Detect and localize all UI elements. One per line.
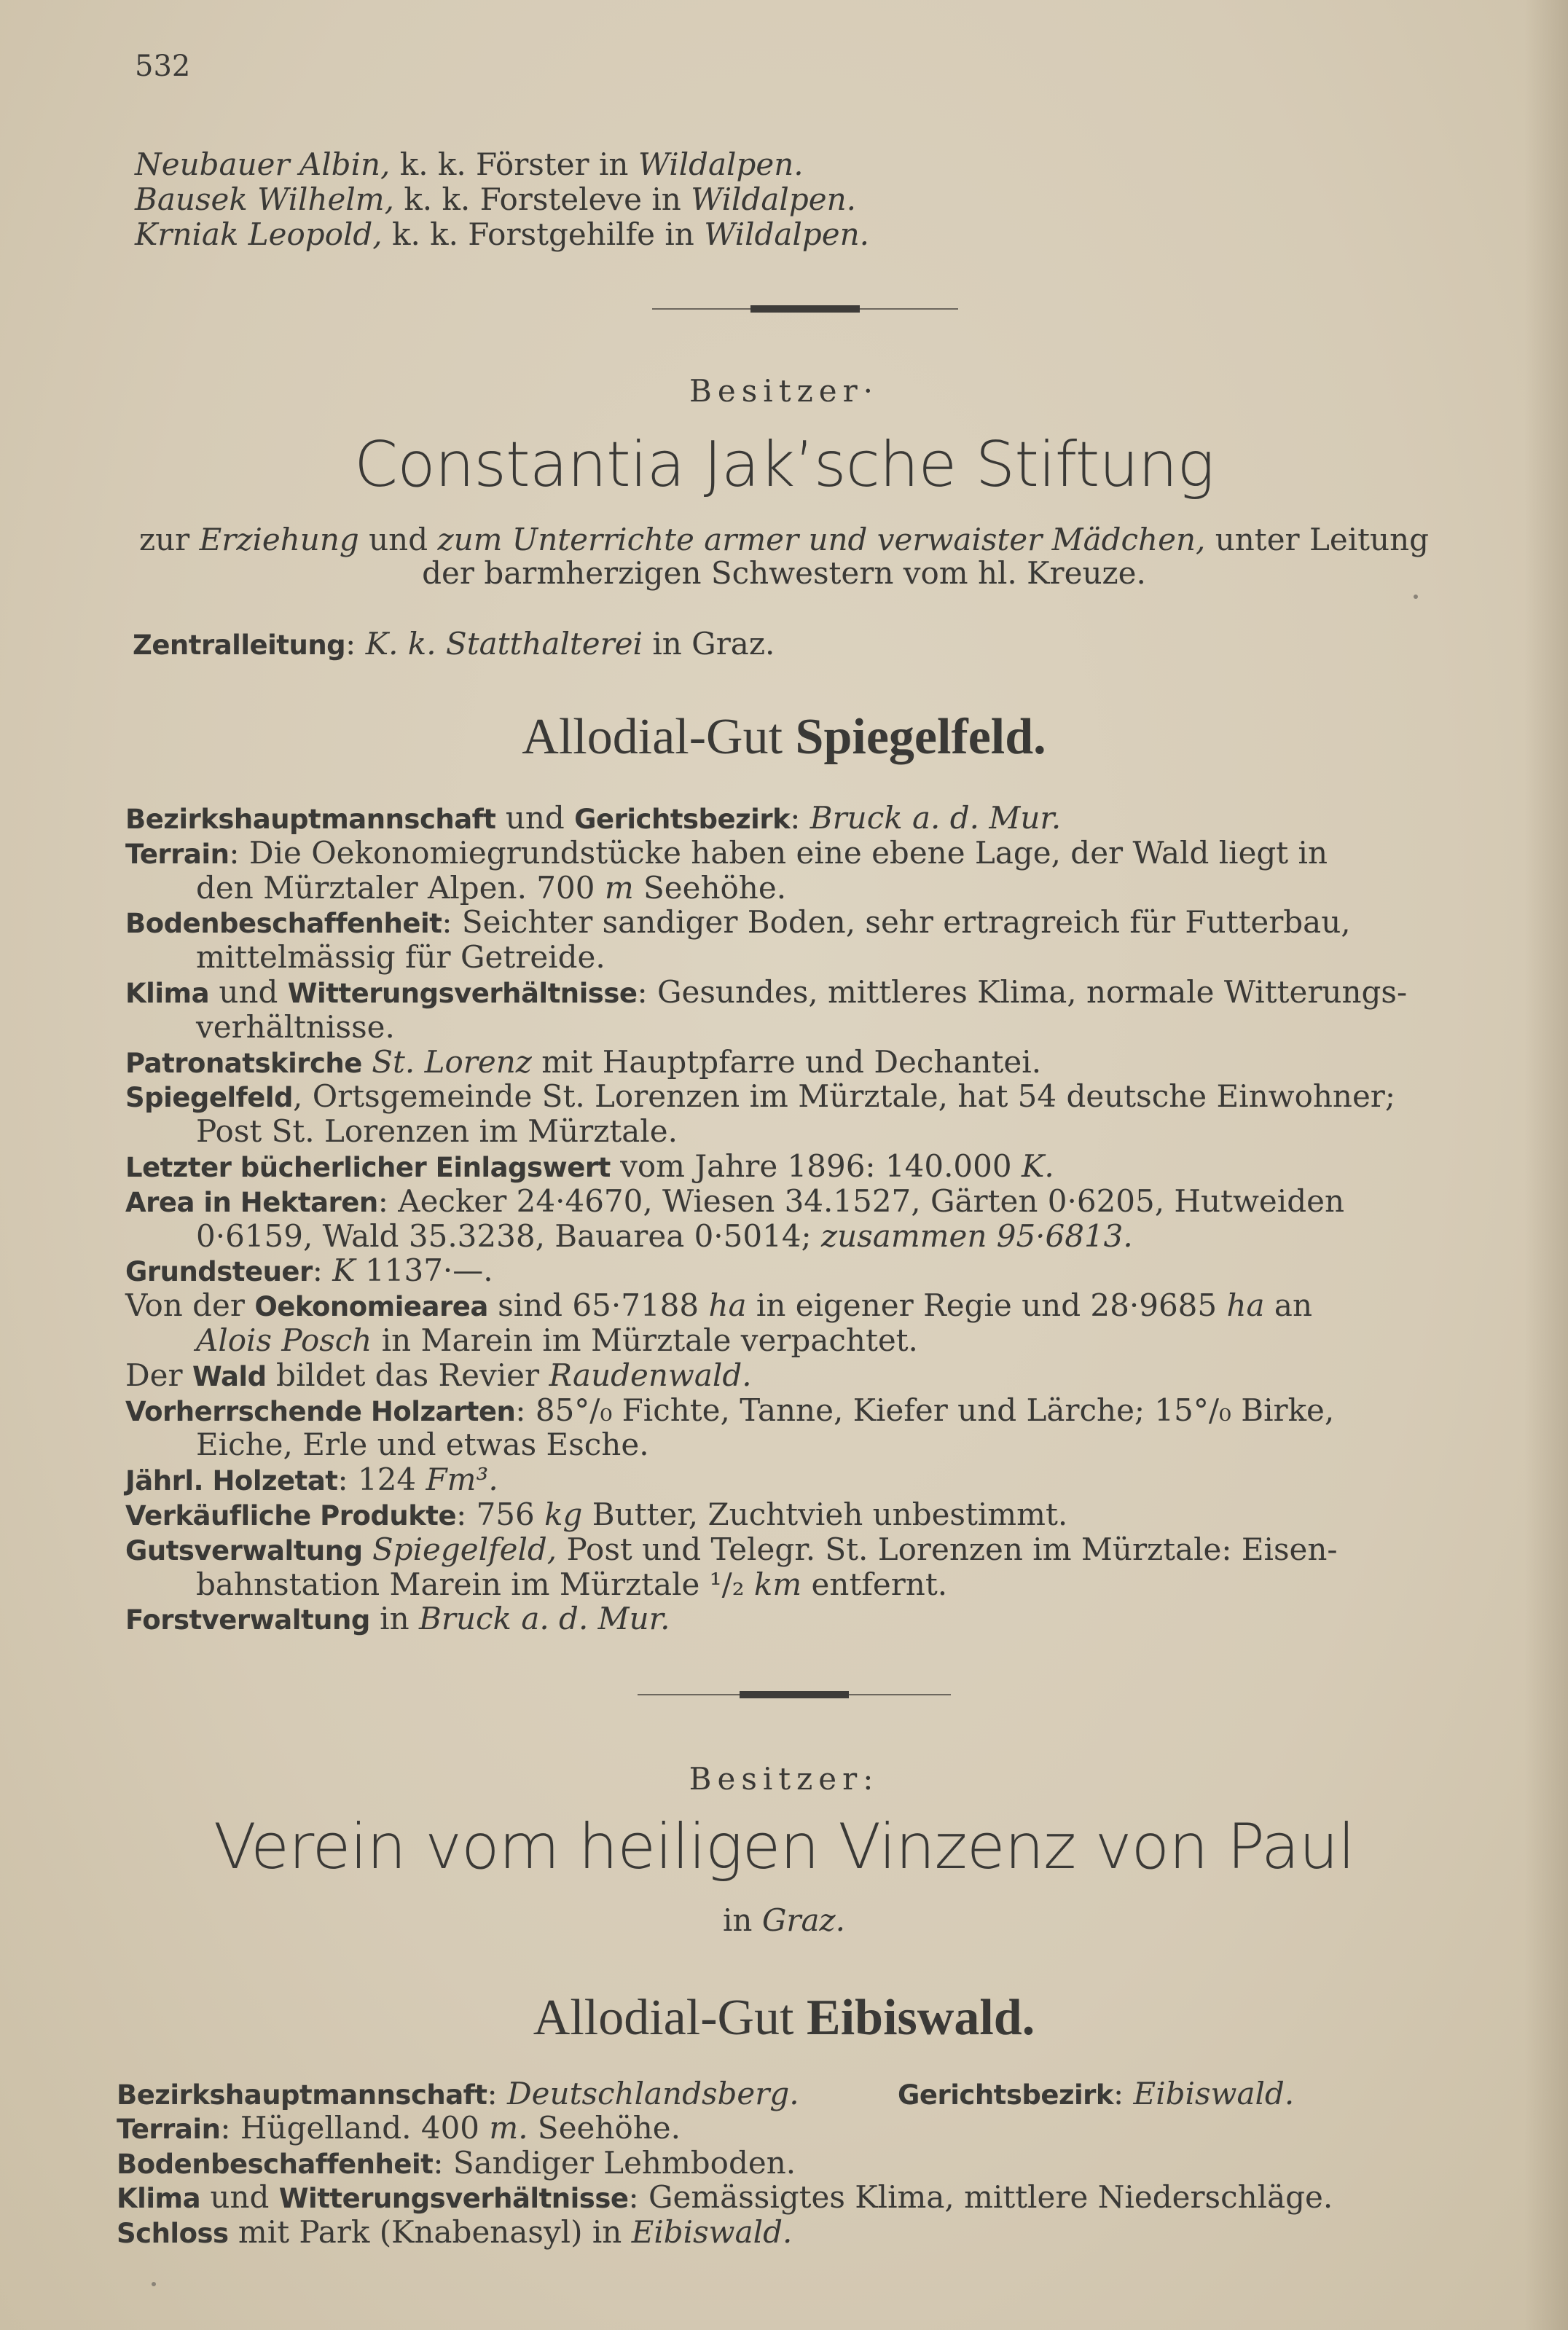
field-label: Bodenbeschaffenheit [117,2148,434,2180]
field-value: Eibiswald. [631,2213,793,2250]
estate-line [117,2146,796,2182]
zentralleitung: Zentralleitung: K. k. Statthalterei in Graz. [133,626,775,662]
field-value: : Hügelland. 400 [220,2110,490,2146]
field-value: 0·6159, Wald 35.3238, Bauarea 0·5014; [196,1217,822,1254]
field-value: und [209,974,288,1010]
page-number: 532 [135,50,191,83]
field-value: kg [544,1497,583,1532]
estate-line [125,1393,1334,1429]
field-value: bahnstation Marein im Mürztale ¹/₂ [196,1566,754,1602]
field-value: ha [708,1287,747,1324]
field-value: : Gemässigtes Klima, mittlere Niederschläge. [628,2179,1333,2215]
field-value: : 85°/₀ Fichte, Tanne, Kiefer und Lärche; 15°/₀ Birke, [515,1392,1335,1428]
estate-line [125,1532,1338,1569]
field-value: Bruck a. d. Mur. [810,800,1062,836]
estate-line [117,2180,1333,2216]
field-label: Oekonomiearea [254,1291,488,1323]
field-value [363,1531,372,1567]
staff-entry: Neubauer Albin, k. k. Förster in Wildalpen. [135,146,804,182]
field-value: : 124 [337,1462,426,1498]
estate-line [125,1184,1344,1220]
field-value: : 756 [456,1497,545,1532]
field-label: Forstverwaltung [125,1604,370,1636]
field-label: Gerichtsbezirk [574,804,791,835]
field-value: Seehöhe. [633,869,787,906]
field-value: : Die Oekonomiegrundstücke haben eine ebene Lage, der Wald liegt in [229,834,1328,871]
field-value [362,1044,372,1080]
field-value: in [369,1601,419,1637]
owner-name: Verein vom heiligen Vinzenz von Paul [213,1811,1355,1883]
section-divider [652,308,958,310]
estate-title: Allodial-Gut Spiegelfeld. [522,709,1046,765]
field-value: : Seichter sandiger Boden, sehr ertragreich für Futterbau, [442,904,1351,941]
field-value: Raudenwald. [549,1357,752,1393]
field-value: entfernt. [801,1566,948,1602]
estate-line [125,1567,947,1602]
field-value: Bruck a. d. Mur. [419,1601,670,1637]
field-value: Seehöhe. [528,2110,681,2146]
field-label: Terrain [117,2114,221,2145]
print-speck [1414,595,1418,599]
estate-title: Allodial-Gut Eibiswald. [533,1990,1035,2046]
owner-description-cont: der barmherzigen Schwestern vom hl. Kreuze. [422,555,1146,591]
estate-line [125,1114,678,1149]
estate-line [125,836,1328,872]
field-value: 1137·—. [355,1252,493,1289]
field-value: m [604,869,634,906]
field-value: zusammen 95·6813. [821,1217,1133,1254]
field-label: Witterungsverhältnisse [287,978,638,1009]
field-label: Letzter bücherlicher Einlagswert [125,1152,611,1183]
field-value: ha [1226,1287,1265,1324]
field-value: : Aecker 24·4670, Wiesen 34.1527, Gärten 0·6205, Hutweiden [377,1182,1345,1219]
section-divider [638,1694,951,1695]
field-label: Spiegelfeld [125,1082,294,1114]
staff-entry: Krniak Leopold, k. k. Forstgehilfe in Wildalpen. [135,216,869,252]
estate-line [125,1010,395,1045]
field-value: Post St. Lorenzen im Mürztale. [196,1113,678,1150]
estate-line [125,1288,1312,1325]
field-label: Terrain [125,838,230,870]
estate-line [125,1253,493,1290]
field-label: Area in Hektaren [125,1186,378,1218]
estate-line [125,1358,752,1395]
owner-description: zur Erziehung und zum Unterrichte armer und verwaister Mädchen, unter Leitung [138,522,1430,557]
print-speck [152,2282,156,2286]
field-label: Gutsverwaltung [125,1534,363,1566]
field-label: Schloss [117,2217,229,2249]
estate-line [117,2111,681,2147]
field-value: m. [489,2110,528,2146]
field-value: St. Lorenz [372,1043,532,1080]
estate-line [125,1079,1395,1115]
estate-line [125,1427,649,1462]
field-value: und [495,800,575,836]
field-label: Bodenbeschaffenheit [125,908,442,940]
field-value: bildet das Revier [266,1357,549,1393]
field-value: Spiegelfeld, [372,1531,557,1567]
field-value: K [332,1252,356,1289]
estate-line: Bezirkshauptmannschaft: Deutschlandsberg. [117,2076,799,2111]
page-edge-shadow [1524,0,1568,2330]
field-label: Grundsteuer [125,1256,313,1288]
field-label: Jährl. Holzetat [125,1465,338,1497]
field-value: Post und Telegr. St. Lorenzen im Mürztale: Eisen- [557,1531,1338,1567]
estate-line [125,1323,918,1358]
field-value: , Ortsgemeinde St. Lorenzen im Mürztale, hat 54 deutsche Einwohner; [293,1078,1396,1115]
estate-line [125,1045,1041,1081]
field-label: Patronatskirche [125,1047,362,1079]
estate-line [125,801,1061,837]
estate-line [125,940,605,975]
estate-line: Gerichtsbezirk: Eibiswald. [898,2076,1295,2111]
field-value: verhältnisse. [196,1008,395,1045]
field-value: : Sandiger Lehmboden. [433,2144,796,2181]
field-value: in eigener Regie und 28·9685 [746,1287,1227,1324]
estate-line [125,1149,1054,1185]
field-label: Klima [125,978,210,1009]
estate-line [125,975,1407,1011]
owner-location: in Graz. [723,1902,845,1938]
field-value: mittelmässig für Getreide. [196,939,605,976]
field-value: Eiche, Erle und etwas Esche. [196,1427,649,1463]
estate-line [125,1497,1067,1534]
field-value: den Mürztaler Alpen. 700 [196,869,605,906]
field-value: K. [1021,1148,1054,1184]
field-value: Von der [125,1287,255,1324]
field-value: mit Park (Knabenasyl) in [228,2213,632,2250]
field-label: Witterungsverhältnisse [278,2183,629,2214]
owner-heading: Besitzer: [689,1761,879,1797]
field-value: vom Jahre 1896: 140.000 [610,1148,1022,1184]
field-value: und [200,2179,279,2215]
field-value: Fm³. [426,1462,498,1498]
estate-line [117,2215,792,2251]
estate-line [125,905,1351,941]
field-value: an [1264,1287,1313,1324]
field-label: Verkäufliche Produkte [125,1500,457,1531]
staff-entry: Bausek Wilhelm, k. k. Forsteleve in Wildalpen. [135,181,856,217]
field-value: sind 65·7188 [487,1287,709,1324]
owner-heading: Besitzer· [689,373,879,409]
estate-line [125,1219,1133,1254]
field-value: Der [125,1357,192,1393]
field-value: in Marein im Mürztale verpachtet. [372,1322,918,1358]
estate-line [125,1462,498,1499]
estate-line [125,1601,670,1638]
field-label: Vorherrschende Holzarten [125,1395,516,1427]
field-label: Klima [117,2183,201,2214]
field-value: : [790,800,810,836]
field-value: Alois Posch [196,1322,372,1358]
field-value: mit Hauptpfarre und Dechantei. [531,1043,1042,1080]
field-label: Bezirkshauptmannschaft [125,804,496,835]
field-value: Butter, Zuchtvieh unbestimmt. [582,1497,1068,1532]
owner-name: Constantia Jak’sche Stiftung [354,428,1214,501]
field-value: km [753,1566,802,1602]
field-value: : [312,1252,333,1289]
estate-line [125,871,786,906]
field-value: : Gesundes, mittleres Klima, normale Witterungs- [637,974,1408,1010]
field-label: Wald [192,1360,267,1392]
